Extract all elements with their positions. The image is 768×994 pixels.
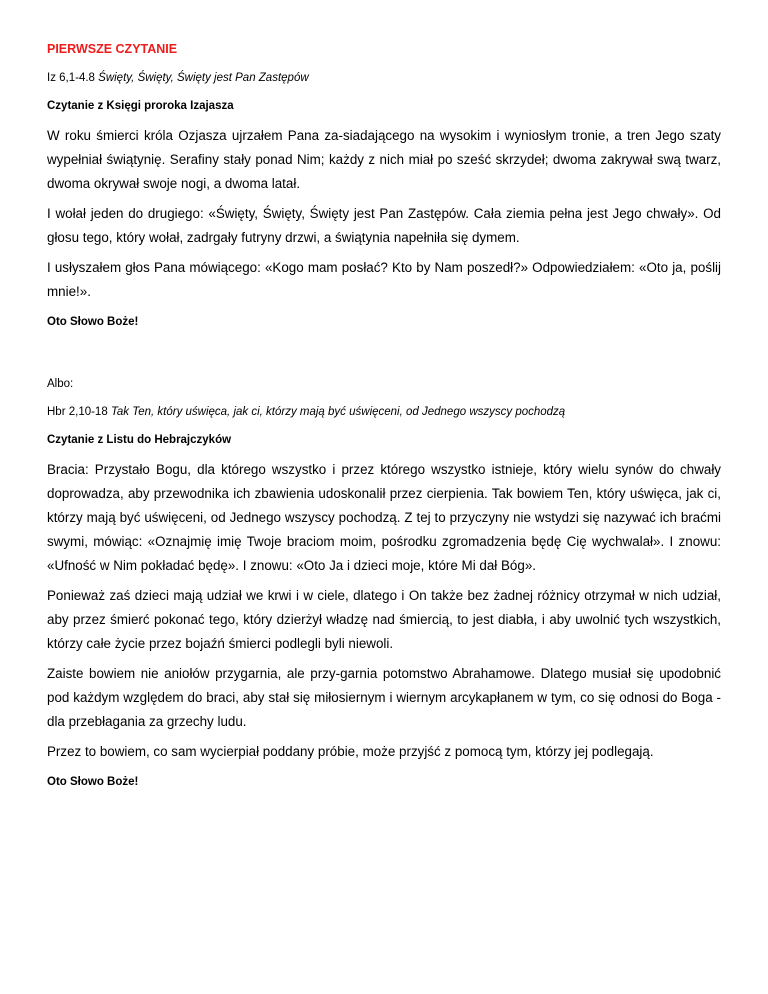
reading2-paragraph: Przez to bowiem, co sam wycierpiał poddany próbie, może przyjść z pomocą tym, którzy jej podlegają. [47, 744, 654, 759]
reading1-reference [47, 70, 721, 86]
reading1-paragraph: W roku śmierci króla Ozjasza ujrzałem Pana za-siadającego na wysokim i wyniosłym tronie, a tren Jego szaty wypełniał świątynię. Serafiny stały ponad Nim; każdy z nich miał po sześć skrzydeł; dwoma zakrywał swą twarz, dwoma okrywał swoje nogi, a dwoma latał. [47, 128, 721, 191]
reading2-reference [47, 404, 721, 420]
reading1-paragraph: I usłyszałem głos Pana mówiącego: «Kogo mam posłać? Kto by Nam poszedł?» Odpowiedziałem: «Oto ja, poślij mnie!». [47, 260, 721, 299]
reading2-book: Czytanie z Listu do Hebrajczyków [47, 434, 232, 446]
reading1-book: Czytanie z Księgi proroka Izajasza [47, 100, 234, 112]
reading2-paragraph: Ponieważ zaś dzieci mają udział we krwi i w ciele, dlatego i On także bez żadnej różnicy otrzymał w nich udział, aby przez śmierć pokonać tego, który dzierżył władzę nad śmiercią, to jest diabła, i aby uwolnić tych wszystkich, którzy całe życie przez bojaźń śmierci podlegli byli niewoli. [47, 588, 721, 651]
reading2-ref-title: Tak Ten, który uświęca, jak ci, którzy mają być uświęceni, od Jednego wszyscy pochodzą [110, 406, 566, 418]
section-title: PIERWSZE CZYTANIE [47, 42, 178, 56]
reading2-closing: Oto Słowo Boże! [47, 776, 139, 788]
reading1-paragraph: I wołał jeden do drugiego: «Święty, Święty, Święty jest Pan Zastępów. Cała ziemia pełna jest Jego chwały». Od głosu tego, który wołał, zadrgały futryny drzwi, a świątynia napełniła się dymem. [47, 206, 721, 245]
alternative-label: Albo: [47, 378, 74, 390]
reading1-ref-code: Iz 6,1-4.8 [47, 72, 95, 84]
reading2-ref-code: Hbr 2,10-18 [47, 406, 108, 418]
reading1-ref-title: Święty, Święty, Święty jest Pan Zastępów [98, 72, 309, 84]
reading2-paragraph: Zaiste bowiem nie aniołów przygarnia, ale przy-garnia potomstwo Abrahamowe. Dlatego musiał się upodobnić pod każdym względem do braci, aby stał się miłosiernym i wiernym arcykapłanem w tym, co się odnosi do Boga - dla przebłagania za grzechy ludu. [47, 666, 721, 729]
reading2-paragraph: Bracia: Przystało Bogu, dla którego wszystko i przez którego wszystko istnieje, który wielu synów do chwały doprowadza, aby przewodnika ich zbawienia udoskonalił przez cierpienia. Tak bowiem Ten, który uświęca, jak ci, którzy mają być uświęceni, od Jednego wszyscy pochodzą. Z tej to przyczyny nie wstydzi się nazywać ich braćmi swymi, mówiąc: «Oznajmię imię Twoje braciom moim, pośrodku zgromadzenia będę Cię wychwalał». I znowu: «Ufność w Nim pokładać będę». I znowu: «Oto Ja i dzieci moje, które Mi dał Bóg». [47, 462, 721, 573]
reading1-closing: Oto Słowo Boże! [47, 316, 139, 328]
